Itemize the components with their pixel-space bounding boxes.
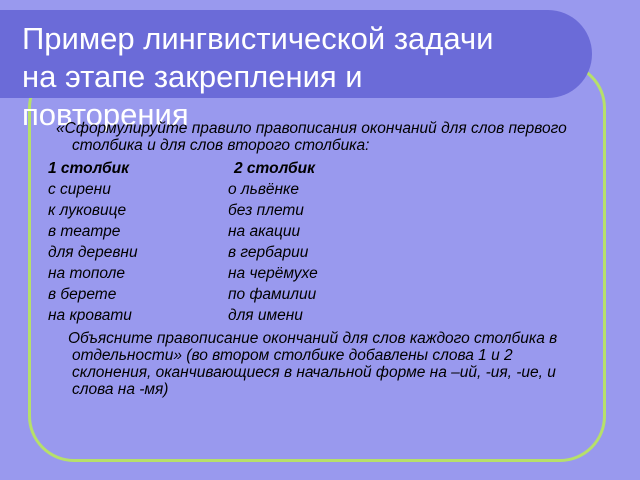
word-col2: о львёнке [228, 181, 299, 198]
slide-title: Пример лингвистической задачи на этапе закрепления и повторения [22, 21, 494, 132]
word-col2: по фамилии [228, 286, 317, 303]
word-col2: на акации [228, 223, 301, 240]
word-row [48, 263, 608, 284]
word-row [48, 305, 608, 326]
word-col2: на черёмухе [228, 265, 318, 282]
word-row [48, 242, 608, 263]
task-closing: Объясните правописание окончаний для слов каждого столбика в отдельности» (во втором столбике добавлены слова 1 и 2 склонения, оканчивающиеся в начальной форме на –ий, -ия, -ие, и слова на -мя) [68, 330, 558, 398]
word-col2: для имени [228, 307, 303, 324]
word-col1: в берете [48, 286, 117, 303]
column-headers [48, 158, 608, 179]
word-row [48, 200, 608, 221]
word-row [48, 179, 608, 200]
word-col2: без плети [228, 202, 304, 219]
word-col1: на тополе [48, 265, 125, 282]
column-header-1: 1 столбик [48, 160, 129, 177]
word-col1: на кровати [48, 307, 132, 324]
word-row [48, 284, 608, 305]
word-row [48, 221, 608, 242]
word-col2: в гербарии [228, 244, 309, 261]
word-col1: с сирени [48, 181, 111, 198]
word-col1: к луковице [48, 202, 127, 219]
word-col1: для деревни [48, 244, 138, 261]
word-col1: в театре [48, 223, 121, 240]
task-intro: «Сформулируйте правило правописания окончаний для слов первого столбика и для слов второго столбика: [56, 120, 567, 154]
column-header-2: 2 столбик [234, 160, 315, 177]
task-content [48, 120, 608, 398]
